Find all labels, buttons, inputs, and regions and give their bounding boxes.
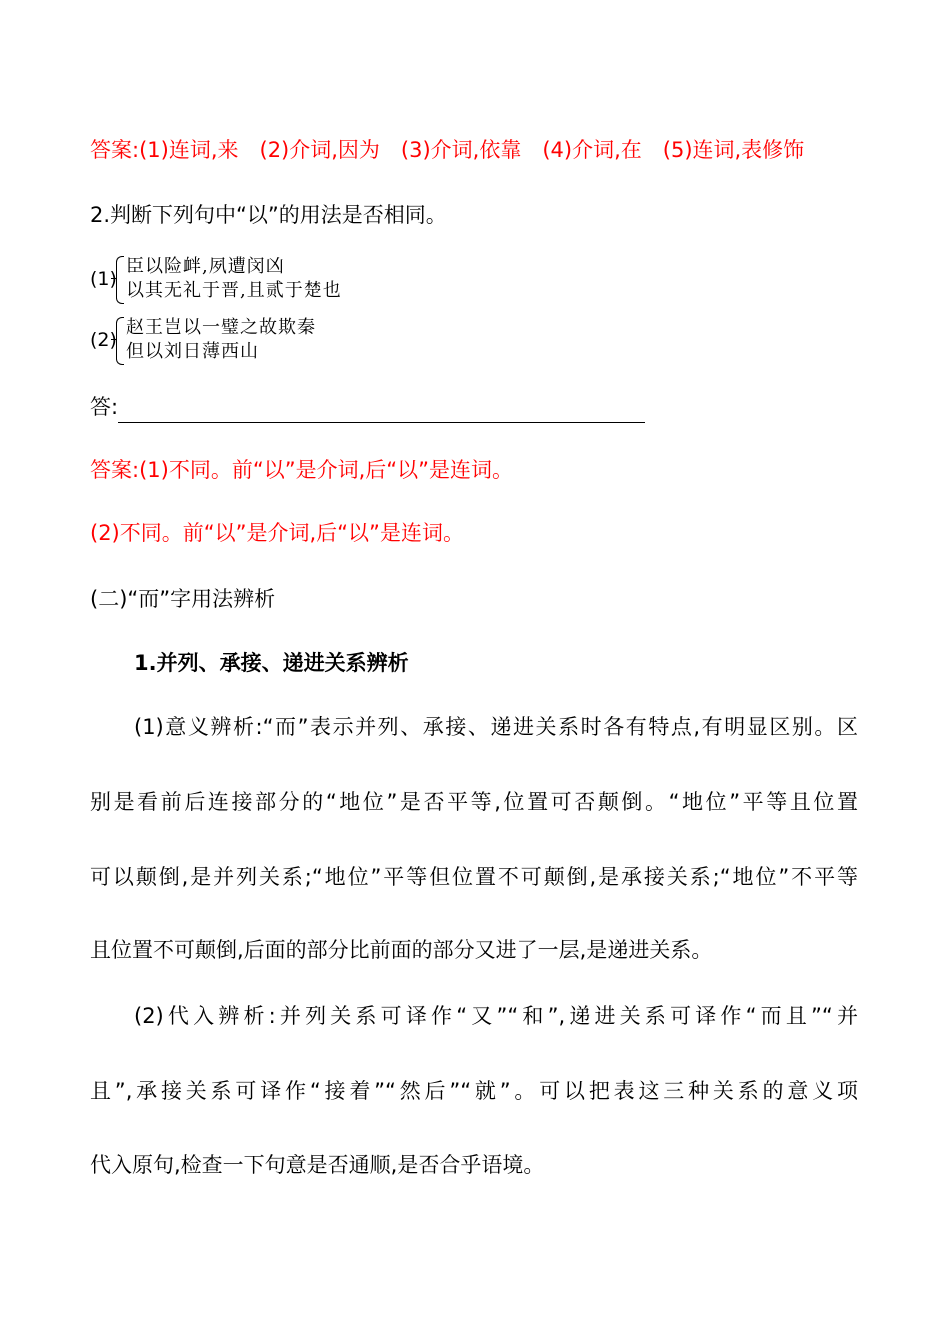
para-2-line-2: 且”,承接关系可译作“接着”“然后”“就”。可以把表这三种关系的意义项	[90, 1079, 858, 1103]
answer-prompt: 答:	[90, 395, 119, 419]
pair-sentence-second: 但以刘日薄西山	[126, 341, 259, 362]
answer-2-line-2: (2)不同。前“以”是介词,后“以”是连词。	[90, 521, 464, 545]
answer-line-1: 答案:(1)连词,来 (2)介词,因为 (3)介词,依靠 (4)介词,在 (5)连词,表修饰	[90, 138, 805, 162]
section-title: (二)“而”字用法辨析	[90, 587, 276, 611]
para-1-line-1: (1)意义辨析:“而”表示并列、承接、递进关系时各有特点,有明显区别。区	[134, 715, 858, 739]
question-2: 2.判断下列句中“以”的用法是否相同。	[90, 203, 447, 227]
para-1-line-2: 别是看前后连接部分的“地位”是否平等,位置可否颠倒。“地位”平等且位置	[90, 790, 858, 814]
para-1-line-3: 可以颠倒,是并列关系;“地位”平等但位置不可颠倒,是承接关系;“地位”不平等	[90, 865, 858, 889]
pair-number: (1)	[90, 268, 117, 290]
pair-sentence-second: 以其无礼于晋,且贰于楚也	[126, 280, 342, 301]
para-1-line-4: 且位置不可颠倒,后面的部分比前面的部分又进了一层,是递进关系。	[90, 938, 713, 962]
para-2-line-3: 代入原句,检查一下句意是否通顺,是否合乎语境。	[90, 1153, 545, 1177]
brace-icon	[116, 256, 124, 304]
pair-sentence-first: 赵王岂以一璧之故欺秦	[126, 317, 316, 338]
answer-blank-line	[118, 422, 645, 423]
pair-sentence-first: 臣以险衅,夙遭闵凶	[126, 256, 285, 277]
sub-title: 1.并列、承接、递进关系辨析	[134, 651, 409, 675]
answer-2-line-1: 答案:(1)不同。前“以”是介词,后“以”是连词。	[90, 458, 514, 482]
pair-number: (2)	[90, 329, 117, 351]
para-2-line-1: (2)代入辨析:并列关系可译作“又”“和”,递进关系可译作“而且”“并	[134, 1004, 858, 1028]
brace-icon	[116, 317, 124, 365]
